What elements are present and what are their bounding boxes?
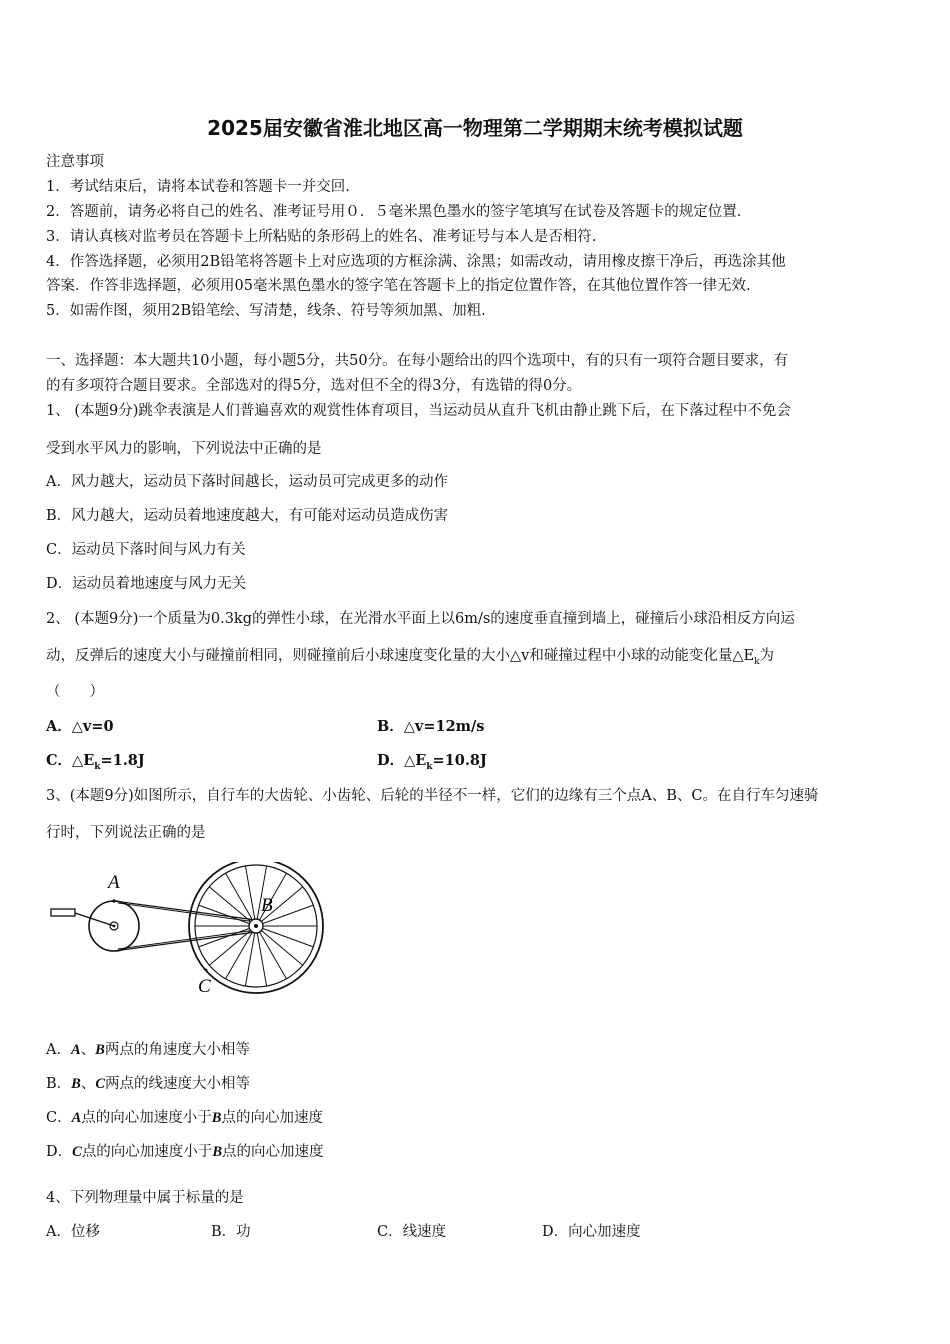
pedal [51, 909, 75, 916]
q2-option-d: D．$\triangle E_k=10.8J$ [377, 752, 487, 772]
wheel-spoke [245, 866, 254, 919]
q4-option-b: B．功 [211, 1224, 251, 1240]
crank-arm [75, 913, 114, 926]
page-title: 2025届安徽省淮北地区高一物理第二学期期末统考模拟试题 [207, 116, 743, 140]
question-3-stem: 3、(本题9分)如图所示，自行车的大齿轮、小齿轮、后轮的半径不一样，它们的边缘有三个点A、B、C。在自行车匀速骑 [46, 788, 819, 804]
q2-option-a: A．△v=0 [46, 718, 114, 735]
q4-option-a: A．位移 [46, 1224, 100, 1240]
q2-option-c: C．$\triangle E_k=1.8J$ [46, 752, 145, 772]
question-2-stem: 2、 (本题9分)一个质量为0.3kg的弹性小球，在光滑水平面上以6m/s的速度垂直撞到墙上，碰撞后小球沿相反方向运 [46, 611, 795, 627]
notice-item: 答案．作答非选择题，必须用05毫米黑色墨水的签字笔在答题卡上的指定位置作答，在其他位置作答一律无效. [46, 278, 751, 294]
chain-top [114, 901, 256, 920]
question-4-stem: 4、下列物理量中属于标量的是 [46, 1190, 244, 1206]
q1-option-b: B．风力越大，运动员着地速度越大，有可能对运动员造成伤害 [46, 508, 449, 524]
section-intro: 一、选择题：本大题共10小题，每小题5分，共50分。在每小题给出的四个选项中，有的只有一项符合题目要求，有 [46, 353, 789, 369]
question-1-stem: 1、 (本题9分)跳伞表演是人们普遍喜欢的观赏性体育项目，当运动员从直升飞机由静止跳下后，在下落过程中不免会 [46, 403, 791, 419]
q3-option-c: C．A点的向心加速度小于B点的向心加速度 [46, 1110, 323, 1126]
wheel-spoke [257, 933, 266, 986]
rear-axle [254, 924, 258, 928]
notice-heading: 注意事项 [46, 154, 104, 170]
notice-item: 4．作答选择题，必须用2B铅笔将答题卡上对应选项的方框涂满、涂黑；如需改动，请用橡皮擦干净后，再选涂其他 [46, 254, 786, 270]
q1-option-a: A．风力越大，运动员下落时间越长，运动员可完成更多的动作 [46, 474, 448, 490]
q3-option-b: B．B、C两点的线速度大小相等 [46, 1076, 250, 1092]
label-c: C [198, 976, 211, 997]
wheel-spoke [260, 932, 287, 979]
q4-option-c: C．线速度 [377, 1224, 447, 1240]
label-a: A [108, 872, 120, 893]
wheel-spoke [245, 933, 254, 986]
question-1-stem: 受到水平风力的影响，下列说法中正确的是 [46, 441, 322, 457]
point-a-marker [112, 899, 115, 902]
question-3-stem: 行时，下列说法正确的是 [46, 825, 206, 841]
notice-item: 1．考试结束后，请将本试卷和答题卡一并交回. [46, 179, 350, 195]
wheel-spoke [226, 932, 253, 979]
big-gear-axle [113, 925, 116, 928]
wheel-spoke [226, 873, 253, 920]
section-intro: 的有多项符合题目要求。全部选对的得5分，选对但不全的得3分，有选错的得0分。 [46, 378, 582, 394]
q2-option-b: B．△v=12m/s [377, 718, 485, 735]
q4-option-d: D．向心加速度 [542, 1224, 641, 1240]
bicycle-figure [46, 862, 336, 1002]
q3-option-d: D．C点的向心加速度小于B点的向心加速度 [46, 1144, 324, 1160]
chain-bottom [114, 932, 256, 951]
q1-option-d: D．运动员着地速度与风力无关 [46, 576, 247, 592]
notice-item: 2．答题前，请务必将自己的姓名、准考证号用０．５毫米黑色墨水的签字笔填写在试卷及答题卡的规定位置. [46, 204, 742, 220]
notice-item: 5．如需作图，须用2B铅笔绘、写清楚，线条、符号等须加黑、加粗. [46, 303, 486, 319]
q3-option-a: A．A、B两点的角速度大小相等 [46, 1042, 250, 1058]
q1-option-c: C．运动员下落时间与风力有关 [46, 542, 246, 558]
answer-blank: （ ） [46, 684, 104, 700]
question-2-stem: 动，反弹后的速度大小与碰撞前相同，则碰撞前后小球速度变化量的大小△v和碰撞过程中小球的动能变化量$\triangle E_k$为 [46, 648, 775, 667]
point-c-marker [205, 969, 208, 972]
notice-item: 3．请认真核对监考员在答题卡上所粘贴的条形码上的姓名、准考证号与本人是否相符. [46, 229, 597, 245]
label-b: B [261, 895, 273, 916]
